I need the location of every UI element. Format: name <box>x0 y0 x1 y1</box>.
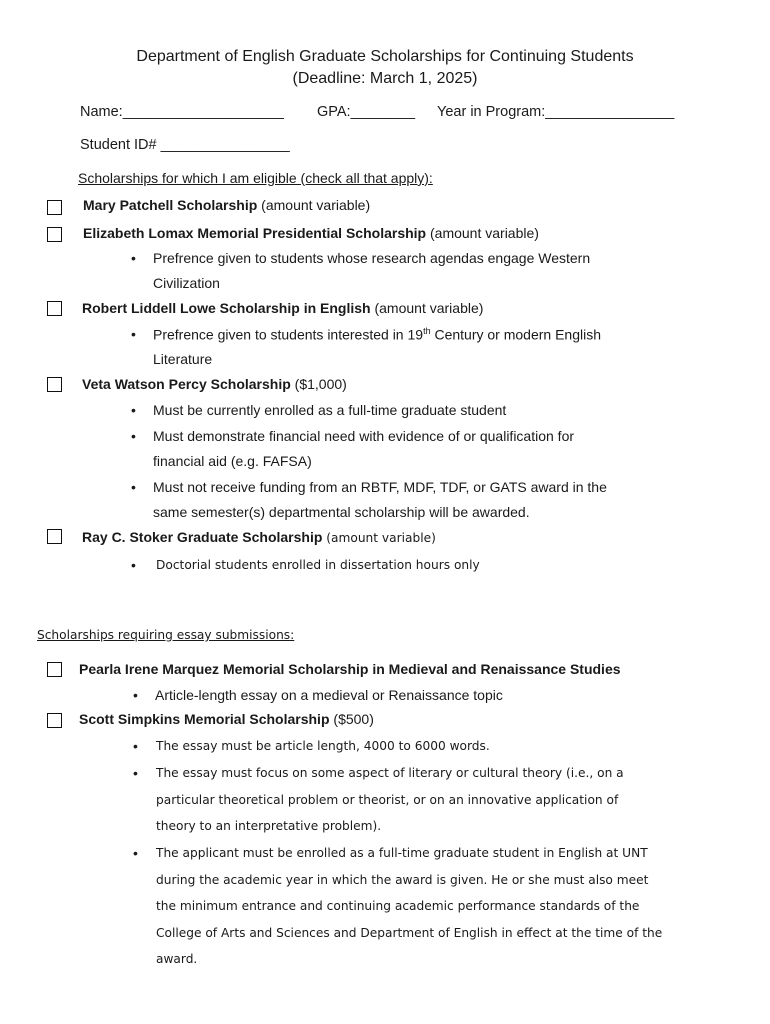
scholarship-amount: (amount variable) <box>257 197 371 213</box>
scholarship-name: Robert Liddell Lowe Scholarship in English <box>82 300 371 316</box>
superscript: th <box>423 326 431 336</box>
bullet-text: The applicant must be enrolled as a full-time graduate student in English at UNT <box>156 846 648 860</box>
scholarship-name: Elizabeth Lomax Memorial Presidential Scholarship <box>83 225 427 241</box>
bullet-text: the minimum entrance and continuing academic performance standards of the <box>156 899 640 913</box>
scholarship-name: Scott Simpkins Memorial Scholarship <box>79 711 330 727</box>
scholarship-item <box>83 197 370 213</box>
scholarship-item <box>82 376 347 392</box>
bullet-text <box>153 326 601 343</box>
bullet-text: financial aid (e.g. FAFSA) <box>153 453 312 469</box>
bullet-icon: • <box>131 326 136 342</box>
scholarship-item <box>82 529 436 545</box>
student-id-field[interactable]: Student ID# ________________ <box>80 137 290 153</box>
mary-patchell-checkbox[interactable] <box>47 200 62 215</box>
bullet-icon: • <box>131 250 136 266</box>
bullet-text: Must be currently enrolled as a full-time graduate student <box>153 402 507 418</box>
robert-lowe-checkbox[interactable] <box>47 301 62 316</box>
scholarship-amount: (amount variable) <box>370 300 484 316</box>
year-in-program-field[interactable]: Year in Program:________________ <box>437 104 675 120</box>
bullet-icon: • <box>133 845 138 861</box>
bullet-text: award. <box>156 952 198 966</box>
scholarship-amount: (amount variable) <box>322 531 436 545</box>
scholarship-item <box>83 225 539 241</box>
bullet-text: The essay must focus on some aspect of literary or cultural theory (i.e., on a <box>156 766 624 780</box>
bullet-icon: • <box>131 402 136 418</box>
bullet-text: Literature <box>153 351 213 367</box>
scholarship-name: Pearla Irene Marquez Memorial Scholarship in Medieval and Renaissance Studies <box>79 661 621 677</box>
scholarship-item <box>82 300 483 316</box>
veta-percy-checkbox[interactable] <box>47 377 62 392</box>
bullet-icon: • <box>131 557 136 573</box>
essay-section-heading: Scholarships requiring essay submissions: <box>37 628 295 642</box>
bullet-icon: • <box>131 479 136 495</box>
scholarship-item <box>79 711 374 727</box>
scholarship-amount: ($1,000) <box>290 376 347 392</box>
scholarship-name: Mary Patchell Scholarship <box>83 197 258 213</box>
bullet-text: Must demonstrate financial need with evidence of or qualification for <box>153 428 575 444</box>
page-title: Department of English Graduate Scholarships for Continuing Students <box>136 48 634 65</box>
name-field[interactable]: Name:____________________ <box>80 104 284 120</box>
pearla-marquez-checkbox[interactable] <box>47 662 62 677</box>
scholarship-name: Veta Watson Percy Scholarship <box>82 376 291 392</box>
bullet-icon: • <box>131 428 136 444</box>
bullet-text: during the academic year in which the award is given. He or she must also meet <box>156 873 649 887</box>
bullet-text: theory to an interpretative problem). <box>156 819 382 833</box>
bullet-text: Article-length essay on a medieval or Renaissance topic <box>155 687 503 703</box>
deadline: (Deadline: March 1, 2025) <box>292 70 478 87</box>
gpa-field[interactable]: GPA:________ <box>317 104 416 120</box>
bullet-text: Prefrence given to students whose research agendas engage Western <box>153 250 591 266</box>
scholarship-amount: ($500) <box>329 711 374 727</box>
bullet-text-part: Century or modern English <box>430 326 601 343</box>
scott-simpkins-checkbox[interactable] <box>47 713 62 728</box>
bullet-text: Civilization <box>153 275 220 291</box>
bullet-text-part: Prefrence given to students interested in 19 <box>153 326 424 343</box>
ray-stoker-checkbox[interactable] <box>47 529 62 544</box>
scholarship-amount: (amount variable) <box>426 225 539 241</box>
bullet-icon: • <box>133 738 138 754</box>
bullet-text: College of Arts and Sciences and Department of English in effect at the time of the <box>156 926 663 940</box>
eligible-section-heading: Scholarships for which I am eligible (check all that apply): <box>78 170 433 186</box>
bullet-icon: • <box>133 765 138 781</box>
bullet-text: Doctorial students enrolled in dissertation hours only <box>156 558 480 572</box>
bullet-text: particular theoretical problem or theorist, or on an innovative application of <box>156 793 619 807</box>
elizabeth-lomax-checkbox[interactable] <box>47 227 62 242</box>
bullet-icon: • <box>133 687 138 703</box>
bullet-text: Must not receive funding from an RBTF, MDF, TDF, or GATS award in the <box>153 479 607 495</box>
scholarship-name: Ray C. Stoker Graduate Scholarship <box>82 529 323 545</box>
bullet-text: same semester(s) departmental scholarship will be awarded. <box>153 504 530 520</box>
bullet-text: The essay must be article length, 4000 to 6000 words. <box>156 739 490 753</box>
